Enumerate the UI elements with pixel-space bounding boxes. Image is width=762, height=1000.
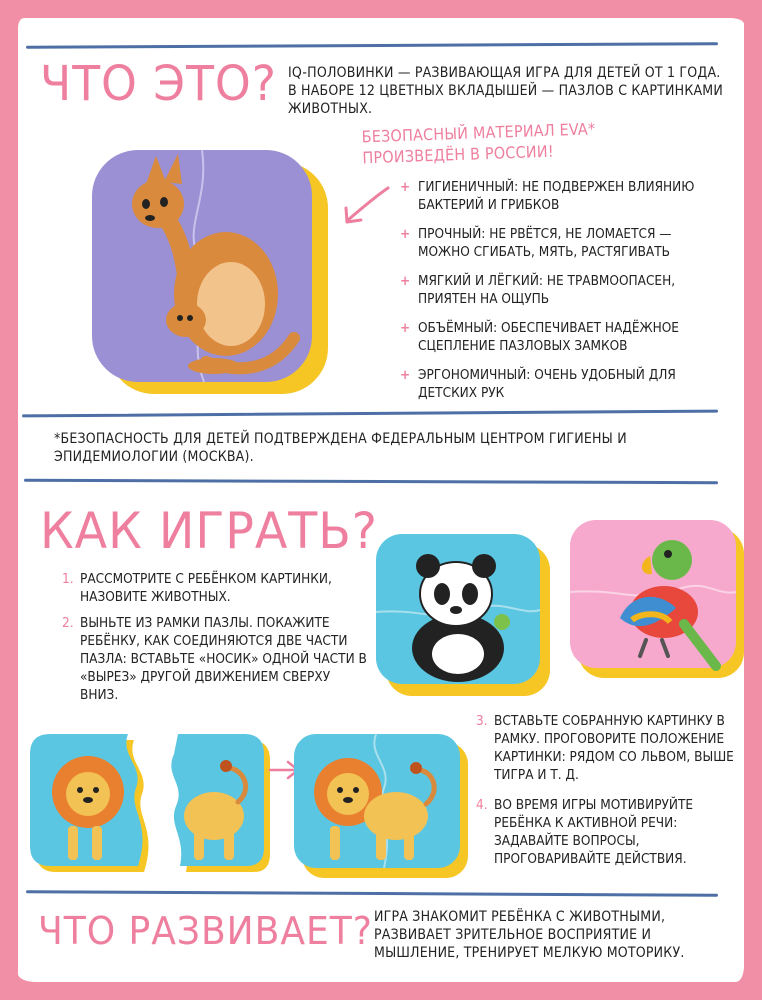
- footnote-rule-bottom: [24, 479, 718, 484]
- what-is-it-heading: ЧТО ЭТО?: [40, 56, 277, 112]
- instruction-sheet: [18, 18, 744, 982]
- panda-puzzle-image: [372, 530, 554, 700]
- features-list: [400, 178, 720, 413]
- lion-assembled-puzzle-image: [292, 732, 472, 882]
- footnote-text: *БЕЗОПАСНОСТЬ ДЛЯ ДЕТЕЙ ПОДТВЕРЖДЕНА ФЕДЕРАЛЬНЫМ ЦЕНТРОМ ГИГИЕНЫ И ЭПИДЕМИОЛОГИИ (МОСКВА).: [54, 431, 627, 465]
- lion-halves-puzzle-image: [30, 732, 270, 882]
- feature-item: + ГИГИЕНИЧНЫЙ: НЕ ПОДВЕРЖЕН ВЛИЯНИЮ БАКТЕРИЙ И ГРИБКОВ: [400, 179, 695, 213]
- feature-item: + ОБЪЁМНЫЙ: ОБЕСПЕЧИВАЕТ НАДЁЖНОЕ СЦЕПЛЕНИЕ ПАЗЛОВЫХ ЗАМКОВ: [400, 320, 679, 354]
- feature-item: + ЭРГОНОМИЧНЫЙ: ОЧЕНЬ УДОБНЫЙ ДЛЯ ДЕТСКИХ РУК: [400, 367, 676, 401]
- footnote-rule-top: [22, 410, 718, 418]
- step-2: 2. ВЫНЬТЕ ИЗ РАМКИ ПАЗЛЫ. ПОКАЖИТЕ РЕБЁНКУ, КАК СОЕДИНЯЮТСЯ ДВЕ ЧАСТИ ПАЗЛА: ВСТАВЬТЕ «НОСИК» ОДНОЙ ЧАСТИ В «ВЫРЕЗ» ДРУГОЙ ДВИЖЕНИЕМ СВЕРХУ ВНИЗ.: [62, 615, 367, 703]
- how-to-play-heading: КАК ИГРАТЬ?: [40, 502, 378, 560]
- kangaroo-puzzle-image: [86, 144, 332, 398]
- develops-text: ИГРА ЗНАКОМИТ РЕБЁНКА С ЖИВОТНЫМИ, РАЗВИВАЕТ ЗРИТЕЛЬНОЕ ВОСПРИЯТИЕ И МЫШЛЕНИЕ, ТРЕНИРУЕТ МЕЛКУЮ МОТОРИКУ.: [374, 909, 685, 961]
- step-4: 4. ВО ВРЕМЯ ИГРЫ МОТИВИРУЙТЕ РЕБЁНКА К АКТИВНОЙ РЕЧИ: ЗАДАВАЙТЕ ВОПРОСЫ, ПРОГОВАРИВАЙТЕ ДЕЙСТВИЯ.: [476, 797, 694, 867]
- curved-arrow-icon: [336, 182, 396, 232]
- feature-item: + МЯГКИЙ И ЛЁГКИЙ: НЕ ТРАВМООПАСЕН, ПРИЯТЕН НА ОЩУПЬ: [400, 273, 676, 307]
- parrot-puzzle-image: [566, 516, 744, 682]
- what-it-develops-heading: ЧТО РАЗВИВАЕТ?: [38, 909, 373, 953]
- feature-item: + ПРОЧНЫЙ: НЕ РВЁТСЯ, НЕ ЛОМАЕТСЯ — МОЖНО СГИБАТЬ, МЯТЬ, РАСТЯГИВАТЬ: [400, 226, 672, 260]
- material-note: БЕЗОПАСНЫЙ МАТЕРИАЛ EVA* ПРОИЗВЕДЁН В РОССИИ!: [361, 119, 596, 168]
- top-rule: [26, 42, 718, 49]
- step-3: 3. ВСТАВЬТЕ СОБРАННУЮ КАРТИНКУ В РАМКУ. ПРОГОВОРИТЕ ПОЛОЖЕНИЕ КАРТИНКИ: РЯДОМ СО ЛЬВОМ, ВЫШЕ ТИГРА И Т. Д.: [476, 713, 734, 783]
- bottom-section-rule: [26, 890, 718, 897]
- step-1: 1. РАССМОТРИТЕ С РЕБЁНКОМ КАРТИНКИ, НАЗОВИТЕ ЖИВОТНЫХ.: [62, 571, 332, 605]
- intro-text: IQ-ПОЛОВИНКИ — РАЗВИВАЮЩАЯ ИГРА ДЛЯ ДЕТЕЙ ОТ 1 ГОДА. В НАБОРЕ 12 ЦВЕТНЫХ ВКЛАДЫШЕЙ — ПАЗЛОВ С КАРТИНКАМИ ЖИВОТНЫХ.: [288, 65, 723, 117]
